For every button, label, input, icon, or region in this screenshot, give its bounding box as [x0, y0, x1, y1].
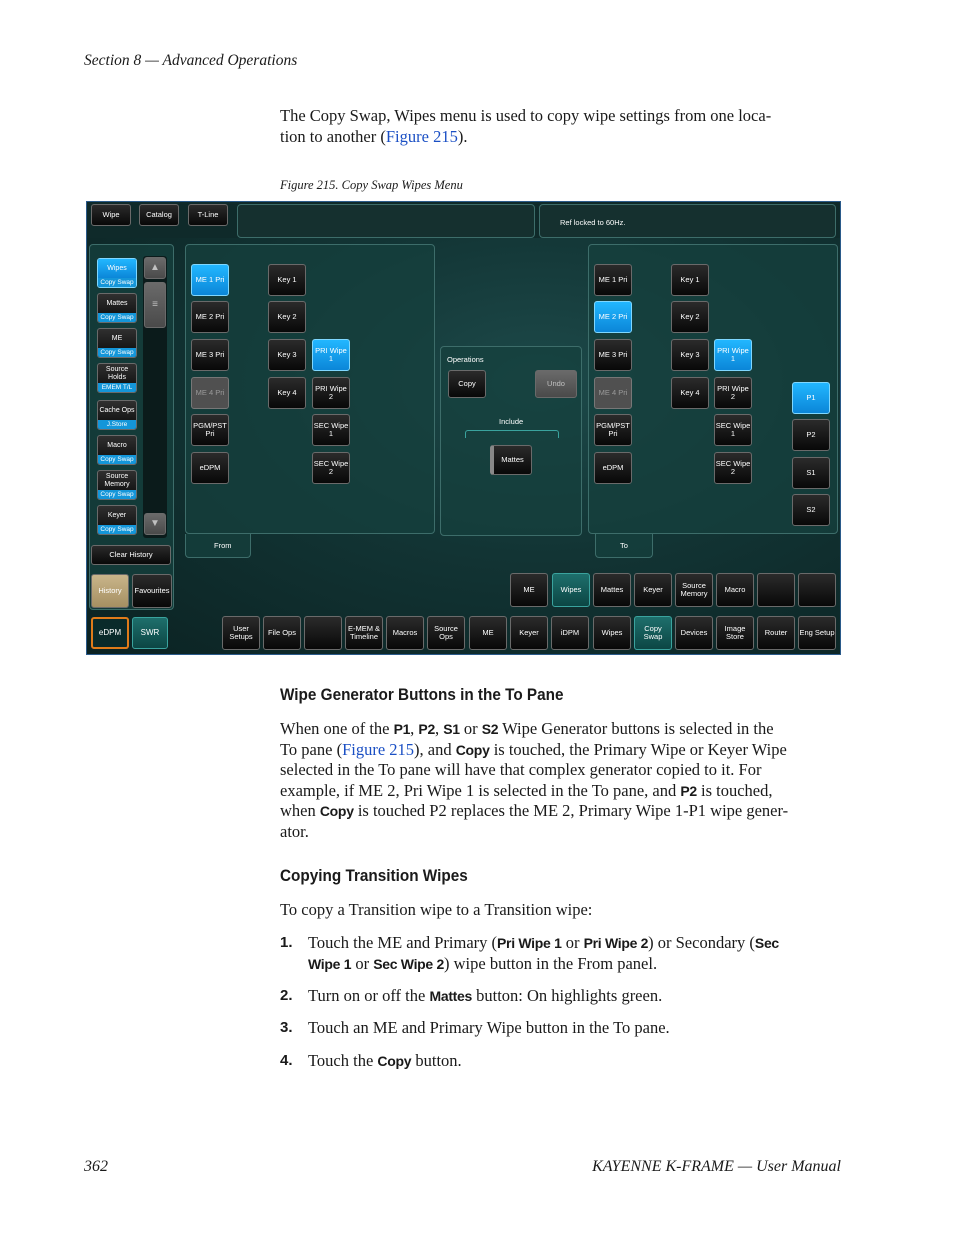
menu-wipes-2[interactable]: Wipes [593, 616, 631, 650]
intro-text: The Copy Swap, Wipes menu is used to copy wipe settings from one loca- [280, 106, 772, 125]
from-pgm-pst-button[interactable]: PGM/PST Pri [191, 414, 229, 446]
menu-wipes[interactable]: Wipes [552, 573, 590, 607]
menu-mattes[interactable]: Mattes [593, 573, 631, 607]
sidebar-item-macro[interactable]: Macro Copy Swap [97, 435, 137, 465]
from-edpm-button[interactable]: eDPM [191, 452, 229, 484]
to-pri-wipe2-button[interactable]: PRI Wipe 2 [714, 377, 752, 409]
history-button[interactable]: History [91, 574, 129, 608]
menu-idpm[interactable]: iDPM [551, 616, 589, 650]
menu-router[interactable]: Router [757, 616, 795, 650]
from-me2-pri-button[interactable]: ME 2 Pri [191, 301, 229, 333]
sidebar-item-source-memory[interactable]: Source Memory Copy Swap [97, 470, 137, 500]
undo-button[interactable]: Undo [535, 370, 577, 398]
menu-source-ops[interactable]: Source Ops [427, 616, 465, 650]
section1-paragraph: When one of the P1, P2, S1 or S2 Wipe Generator buttons is selected in the To pane (Figure 215), and Copy is touched, the Primary Wipe or Keyer Wipe selected in the To pane will have that complex generator copied to it. For example, if ME 2, Pri Wipe 1 is selected in the To pane, and P2 is touched, when Copy is touched P2 replaces the ME 2, Primary Wipe 1-P1 wipe gener- ator. [280, 719, 789, 841]
scroll-up-icon[interactable]: ▲ [144, 257, 166, 279]
to-key3-button[interactable]: Key 3 [671, 339, 709, 371]
swr-button[interactable]: SWR [132, 617, 168, 649]
menu-user-setups[interactable]: User Setups [222, 616, 260, 650]
to-sec-wipe2-button[interactable]: SEC Wipe 2 [714, 452, 752, 484]
sidebar-item-cache-ops[interactable]: Cache Ops J.Store [97, 400, 137, 430]
running-header: Section 8 — Advanced Operations [84, 52, 298, 69]
from-key1-button[interactable]: Key 1 [268, 264, 306, 296]
scroll-down-icon[interactable]: ▼ [144, 513, 166, 535]
from-sec-wipe1-button[interactable]: SEC Wipe 1 [312, 414, 350, 446]
menu-emem-timeline[interactable]: E-MEM & Timeline [345, 616, 383, 650]
menu-blank-1[interactable] [757, 573, 795, 607]
message-area [237, 204, 535, 238]
from-pane-tab [185, 534, 251, 558]
menu-keyer-2[interactable]: Keyer [510, 616, 548, 650]
figure-link[interactable]: Figure 215 [385, 126, 458, 146]
sidebar-item-source-holds[interactable]: Source Holds EMEM T/L [97, 363, 137, 393]
operations-title: Operations [447, 355, 484, 364]
generator-p1-button[interactable]: P1 [792, 382, 830, 414]
menu-eng-setup[interactable]: Eng Setup [798, 616, 836, 650]
copy-button[interactable]: Copy [448, 370, 486, 398]
include-bracket [465, 430, 559, 438]
to-edpm-button[interactable]: eDPM [594, 452, 632, 484]
to-pgm-pst-button[interactable]: PGM/PST Pri [594, 414, 632, 446]
generator-s1-button[interactable]: S1 [792, 457, 830, 489]
to-me2-pri-button[interactable]: ME 2 Pri [594, 301, 632, 333]
menu-keyer[interactable]: Keyer [634, 573, 672, 607]
sidebar-item-me[interactable]: ME Copy Swap [97, 328, 137, 358]
from-pri-wipe1-button[interactable]: PRI Wipe 1 [312, 339, 350, 371]
favourites-button[interactable]: Favourites [132, 574, 172, 608]
status-area [539, 204, 836, 238]
step-2: 2. Turn on or off the Mattes button: On highlights green. [280, 986, 663, 1005]
to-key1-button[interactable]: Key 1 [671, 264, 709, 296]
menu-copy-swap[interactable]: Copy Swap [634, 616, 672, 650]
menu-source-memory[interactable]: Source Memory [675, 573, 713, 607]
to-key2-button[interactable]: Key 2 [671, 301, 709, 333]
to-me1-pri-button[interactable]: ME 1 Pri [594, 264, 632, 296]
figure-link[interactable]: Figure 215 [342, 739, 415, 759]
generator-p2-button[interactable]: P2 [792, 419, 830, 451]
menu-macro[interactable]: Macro [716, 573, 754, 607]
section-heading-wipe-generator: Wipe Generator Buttons in the To Pane [280, 685, 564, 704]
menu-me[interactable]: ME [510, 573, 548, 607]
from-key4-button[interactable]: Key 4 [268, 377, 306, 409]
include-label: Include [499, 417, 524, 426]
sidebar-item-wipes[interactable]: Wipes Copy Swap [97, 258, 137, 288]
manual-title: KAYENNE K-FRAME — User Manual [592, 1158, 841, 1175]
from-sec-wipe2-button[interactable]: SEC Wipe 2 [312, 452, 350, 484]
to-me4-pri-button[interactable]: ME 4 Pri [594, 377, 632, 409]
from-me4-pri-button[interactable]: ME 4 Pri [191, 377, 229, 409]
tab-t-line[interactable]: T-Line [188, 204, 228, 226]
section-heading-copying-transition: Copying Transition Wipes [280, 866, 468, 885]
menu-blank-2[interactable] [798, 573, 836, 607]
intro-text: ). [457, 126, 468, 146]
figure-caption: Figure 215. Copy Swap Wipes Menu [280, 178, 463, 192]
menu-devices[interactable]: Devices [675, 616, 713, 650]
generator-s2-button[interactable]: S2 [792, 494, 830, 526]
sidebar-item-keyer[interactable]: Keyer Copy Swap [97, 505, 137, 535]
step-1: 1. Touch the ME and Primary (Pri Wipe 1 or Pri Wipe 2) or Secondary (Sec Wipe 1 or Sec Wipe 2) wipe button in the From panel. [280, 933, 779, 973]
section2-intro: To copy a Transition wipe to a Transition wipe: [280, 900, 593, 919]
to-pane-tab [595, 534, 653, 558]
copy-swap-wipes-screenshot [86, 201, 841, 655]
clear-history-button[interactable]: Clear History [91, 545, 171, 565]
menu-image-store[interactable]: Image Store [716, 616, 754, 650]
from-key3-button[interactable]: Key 3 [268, 339, 306, 371]
from-me3-pri-button[interactable]: ME 3 Pri [191, 339, 229, 371]
to-label: To [620, 541, 628, 550]
scroll-thumb[interactable]: ≡ [144, 282, 166, 328]
to-sec-wipe1-button[interactable]: SEC Wipe 1 [714, 414, 752, 446]
tab-wipe[interactable]: Wipe [91, 204, 131, 226]
from-key2-button[interactable]: Key 2 [268, 301, 306, 333]
to-key4-button[interactable]: Key 4 [671, 377, 709, 409]
intro-text: tion to another ( [280, 126, 386, 146]
menu-macros[interactable]: Macros [386, 616, 424, 650]
mattes-toggle[interactable]: Mattes [490, 445, 532, 475]
menu-file-ops[interactable]: File Ops [263, 616, 301, 650]
page-number: 362 [84, 1158, 108, 1175]
intro-paragraph [280, 106, 842, 147]
sidebar-item-mattes[interactable]: Mattes Copy Swap [97, 293, 137, 323]
status-text: Ref locked to 60Hz. [560, 218, 626, 227]
from-label: From [214, 541, 232, 550]
from-pri-wipe2-button[interactable]: PRI Wipe 2 [312, 377, 350, 409]
from-me1-pri-button[interactable]: ME 1 Pri [191, 264, 229, 296]
step-3: 3. Touch an ME and Primary Wipe button in the To pane. [280, 1018, 670, 1037]
to-me3-pri-button[interactable]: ME 3 Pri [594, 339, 632, 371]
menu-me-2[interactable]: ME [469, 616, 507, 650]
step-4: 4. Touch the Copy button. [280, 1051, 462, 1070]
menu-blank-3[interactable] [304, 616, 342, 650]
edpm-button[interactable]: eDPM [91, 617, 129, 649]
to-pri-wipe1-button[interactable]: PRI Wipe 1 [714, 339, 752, 371]
tab-catalog[interactable]: Catalog [139, 204, 179, 226]
